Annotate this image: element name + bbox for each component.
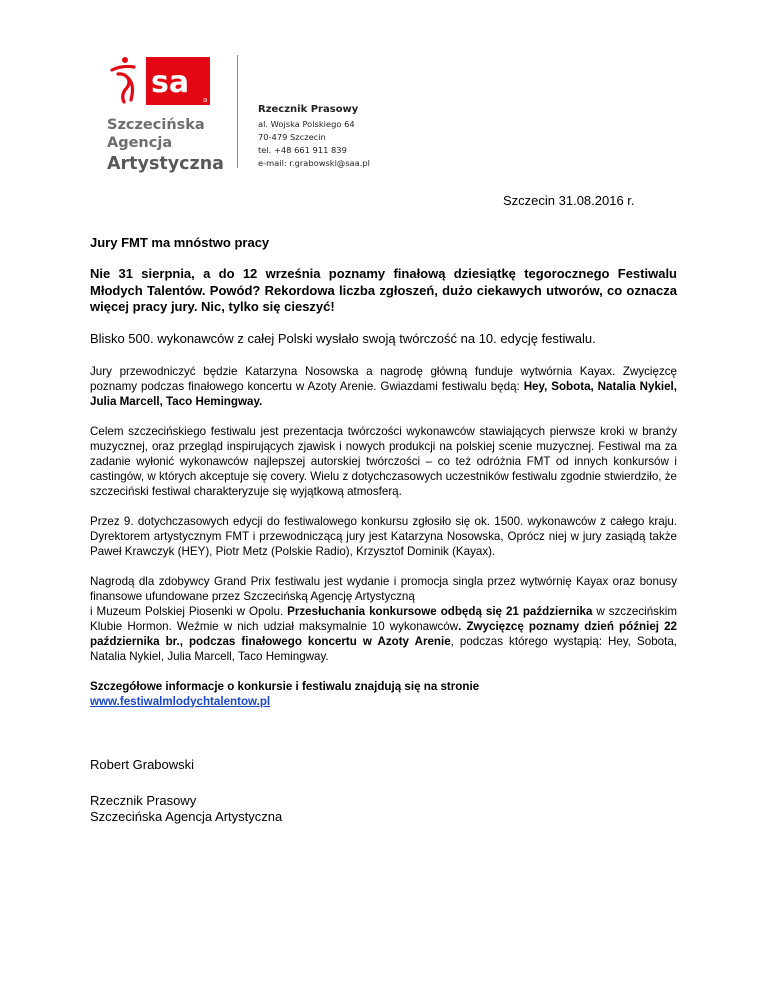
contact-phone: tel. +48 661 911 839 xyxy=(258,145,347,155)
org-name-line1: Szczecińska xyxy=(107,117,205,133)
info-paragraph: Szczegółowe informacje o konkursie i festiwalu znajdują się na stronie www.festiwalmlodychtalentow.pl xyxy=(90,679,480,708)
saa-logo xyxy=(108,54,218,108)
signature-name: Robert Grabowski xyxy=(90,756,195,772)
org-name-line3: Artystyczna xyxy=(107,154,224,174)
paragraph-prize: Nagrodą dla zdobywcy Grand Prix festiwalu jest wydanie i promocja singla przez wytwórnię Kayax oraz bonusy finansowe ufundowane przez Szczecińską Agencję Artystyczną i Muzeum Polskiej Piosenki w Opolu. Przesłuchania konkursowe odbędą się 21 października w szczecińskim Klubie Hormon. Weźmie w nich udział maksymalnie 10 wykonawców. Zwycięzcę poznamy dzień później 22 października br., podczas finałowego koncertu w Azoty Arenie, podczas którego wystąpią: Hey, Sobota, Natalia Nykiel, Julia Marcell, Taco Hemingway. xyxy=(90,574,678,663)
article-lead: Nie 31 sierpnia, a do 12 września poznamy finałową dziesiątkę tegorocznego Festiwalu Młodych Talentów. Powód? Rekordowa liczba zgłoszeń, dużo ciekawych utworów, co oznacza więcej pracy jury. Nic, tylko się cieszyć! xyxy=(90,266,677,314)
article-intro: Blisko 500. wykonawców z całej Polski wysłało swoją twórczość na 10. edycję festiwalu. xyxy=(90,330,596,346)
paragraph-goal: Celem szczecińskiego festiwalu jest prezentacja twórczości wykonawców stawiających pierwsze kroki w branży muzycznej, oraz przegląd inspirujących zjawisk i nowych produkcji na polskiej scenie muzycznej. Festiwal ma za zadanie wyłonić wykonawców najlepszej autorskiej twórczości – co też odróżnia FMT od innych konkursów i castingów, w których akceptuje się covery. Wielu z dotychczasowych uczestników festiwalu zgodnie stwierdziło, że szczeciński festiwal charakteryzuje się wyjątkową atmosferą. xyxy=(90,424,677,498)
contact-title: Rzecznik Prasowy xyxy=(258,104,359,115)
paragraph-jury: Jury przewodniczyć będzie Katarzyna Nosowska a nagrodę główną funduje wytwórnia Kayax. Zwycięzcę poznamy podczas finałowego koncertu w Azoty Arenie. Gwiazdami festiwalu będą: Hey, Sobota, Natalia Nykiel, Julia Marcell, Taco Hemingway. xyxy=(90,364,678,408)
contact-block xyxy=(258,104,370,170)
contact-address2: 70-479 Szczecin xyxy=(258,132,326,142)
dancer-icon xyxy=(112,57,134,102)
contact-email: e-mail: r.grabowski@saa.pl xyxy=(258,158,370,168)
paragraph-history: Przez 9. dotychczasowych edycji do festiwalowego konkursu zgłosiło się ok. 1500. wykonawców z całego kraju. Dyrektorem artystycznym FMT i przewodniczącą jury jest Katarzyna Nosowska, Oprócz niej w jury zasiądą także Paweł Krawczyk (HEY), Piotr Metz (Polskie Radio), Krzysztof Dominik (Kayax). xyxy=(90,514,677,558)
header-divider xyxy=(237,55,238,168)
festival-link[interactable]: www.festiwalmlodychtalentow.pl xyxy=(90,694,271,708)
logo-letters: sa xyxy=(151,65,190,100)
document-date: Szczecin 31.08.2016 r. xyxy=(503,193,635,208)
org-name-line2: Agencja xyxy=(107,135,173,151)
contact-address1: al. Wojska Polskiego 64 xyxy=(258,119,355,129)
article xyxy=(90,235,677,825)
org-name xyxy=(107,118,237,174)
svg-text:a: a xyxy=(203,96,208,104)
article-title: Jury FMT ma mnóstwo pracy xyxy=(90,235,270,250)
signature-role: Rzecznik Prasowy Szczecińska Agencja Artystyczna xyxy=(90,792,283,824)
